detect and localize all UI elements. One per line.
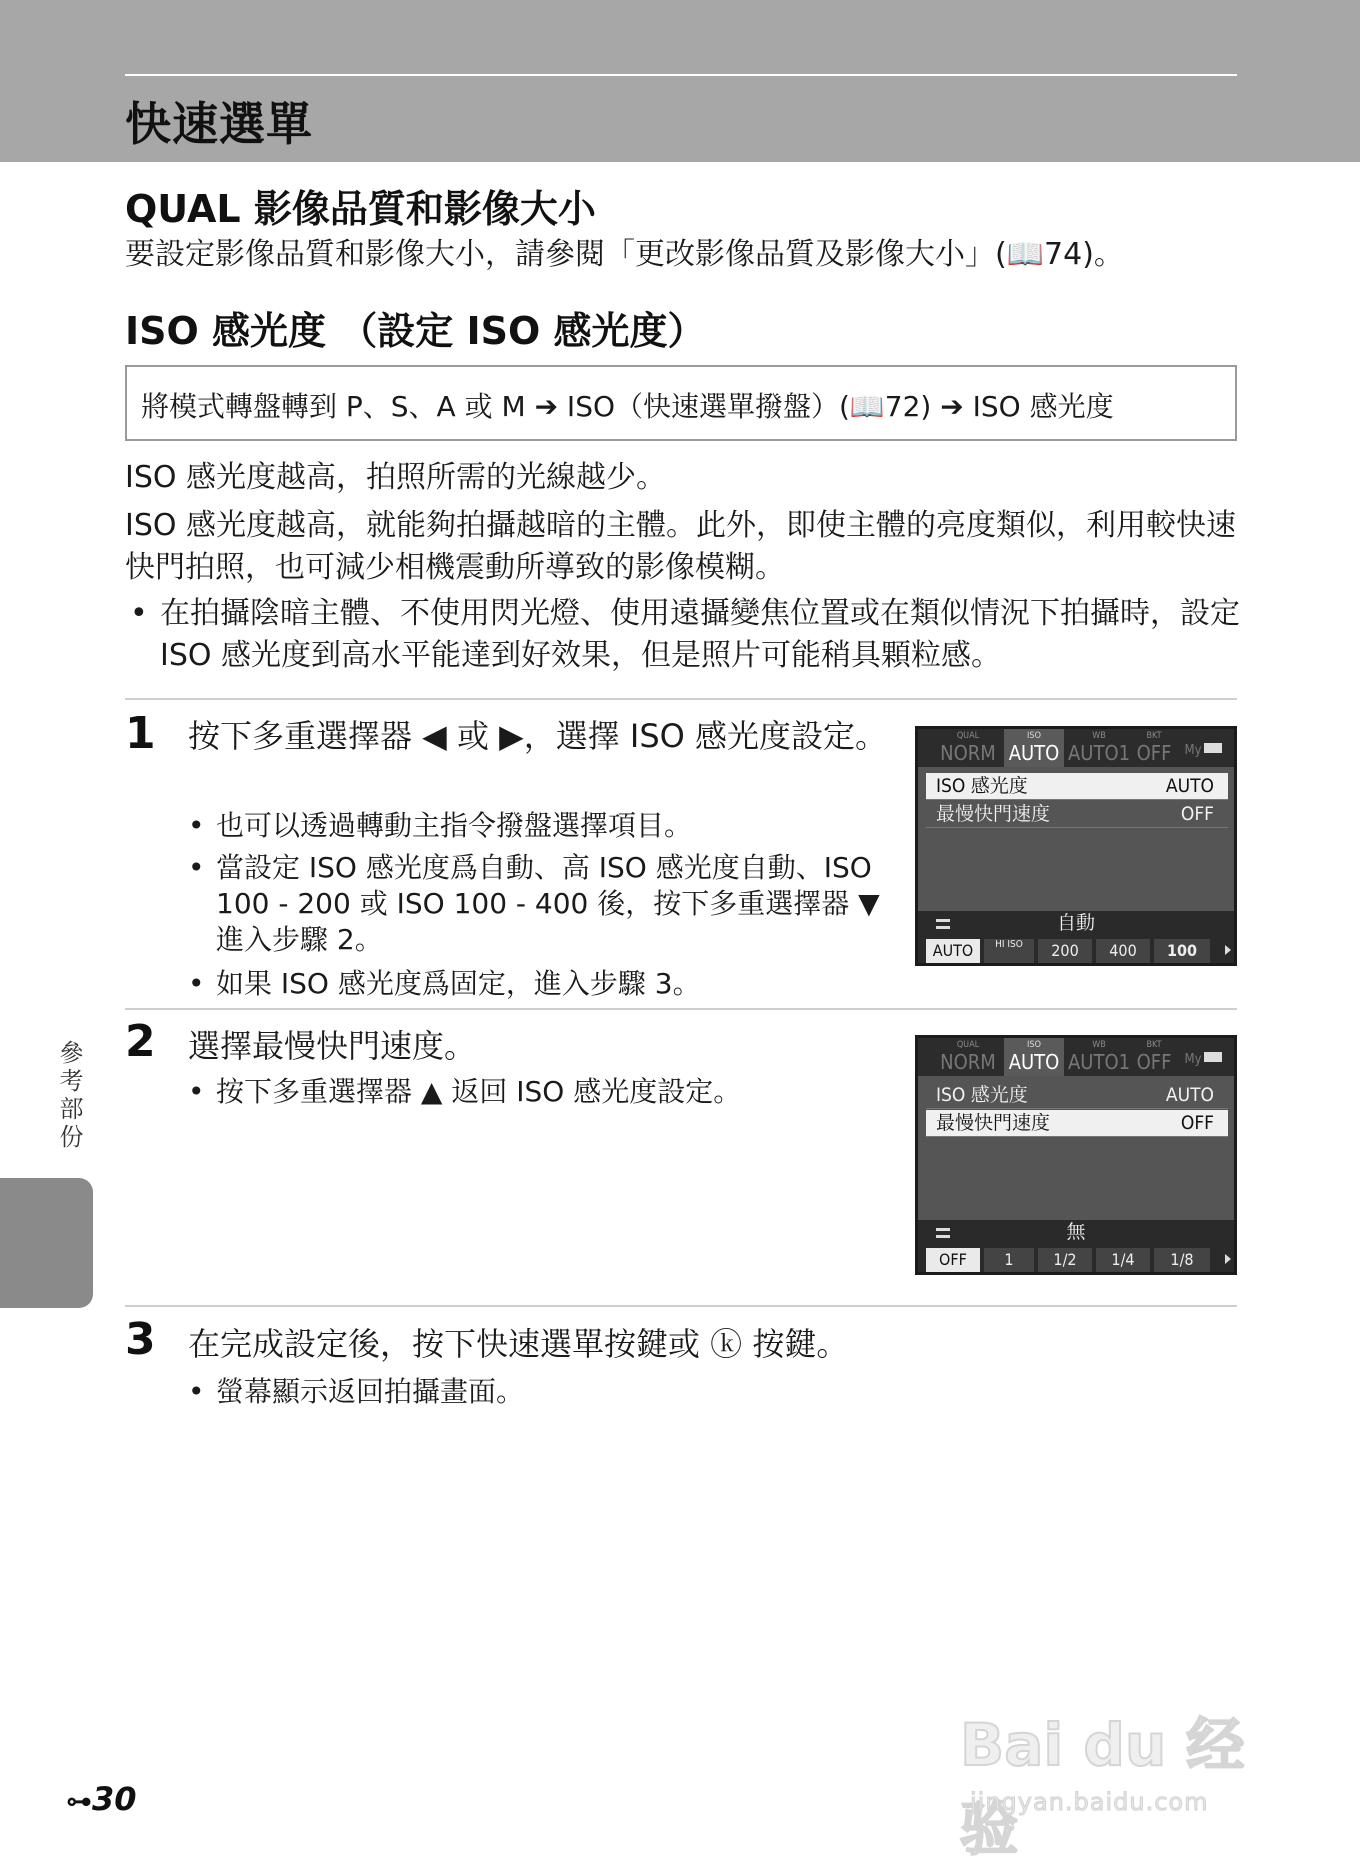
topbar-wb: WB AUTO1 <box>1068 731 1131 765</box>
section-title-qual: QUAL 影像品質和影像大小 <box>125 187 596 231</box>
option-1: 1 <box>984 1248 1034 1272</box>
step-1-bullet-2 <box>188 850 888 958</box>
step-2-bullet-1-text: 按下多重選擇器 ▲ 返回 ISO 感光度設定。 <box>216 1075 742 1108</box>
paragraph-1: ISO 感光度越高，拍照所需的光線越少。 <box>125 460 667 495</box>
divider <box>125 1008 1237 1010</box>
bullet-dot: • <box>188 1375 205 1408</box>
page-number-value: 30 <box>92 1780 137 1818</box>
watermark-main-text: Bai du 经验 <box>960 1711 1245 1863</box>
option-1-2: 1/2 <box>1038 1248 1092 1272</box>
note-bullet-text: 在拍攝陰暗主體、不使用閃光燈、使用遠攝變焦位置或在類似情況下拍攝時，設定 ISO 感光度到高水平能達到好效果，但是照片可能稍具顆粒感。 <box>160 596 1240 673</box>
option-off: OFF <box>926 1248 980 1272</box>
step-1-bullet-3 <box>188 966 888 1002</box>
screen-row-iso: ISO 感光度 AUTO <box>926 1082 1228 1109</box>
option-200: 200 <box>1038 939 1092 963</box>
topbar-iso: ISO AUTO <box>1004 729 1064 767</box>
section-text-qual: 要設定影像品質和影像大小，請參閱「更改影像品質及影像大小」(📖74)。 <box>125 237 1124 272</box>
watermark-sub-text: jingyan.baidu.com <box>970 1788 1209 1816</box>
topbar-qual: QUAL NORM <box>940 731 996 765</box>
note-bullet <box>130 593 1240 679</box>
step-3-number: 3 <box>125 1314 156 1365</box>
option-100: 100 <box>1154 939 1210 963</box>
screen-row-iso: ISO 感光度 AUTO <box>926 773 1228 800</box>
page-number <box>66 1780 137 1818</box>
divider <box>125 698 1237 700</box>
step-1-text: 按下多重選擇器 ◀ 或 ▶，選擇 ISO 感光度設定。 <box>188 717 888 755</box>
bullet-dot: • <box>188 1075 205 1108</box>
step-1-number: 1 <box>125 708 156 759</box>
step-1-bullet-2-text: 當設定 ISO 感光度爲自動、高 ISO 感光度自動、ISO 100 - 200 或 ISO 100 - 400 後，按下多重選擇器 ▼ 進入步驟 2。 <box>216 851 880 956</box>
step-3-bullet-1 <box>188 1374 888 1410</box>
option-1-4: 1/4 <box>1096 1248 1150 1272</box>
option-auto: AUTO <box>926 939 980 963</box>
topbar-wb: WB AUTO1 <box>1068 1040 1131 1074</box>
arrow-right-icon <box>1225 945 1231 955</box>
screen-row-shutter: 最慢快門速度 OFF <box>926 1110 1228 1137</box>
battery-icon <box>1204 743 1222 753</box>
divider <box>125 1305 1237 1307</box>
step-1-bullet-1-text: 也可以透過轉動主指令撥盤選擇項目。 <box>216 809 693 842</box>
topbar-iso: ISO AUTO <box>1004 1038 1064 1076</box>
side-section-label: 參考部份 <box>55 1040 83 1152</box>
section-title-iso: ISO 感光度 （設定 ISO 感光度） <box>125 309 706 353</box>
header-rule <box>125 74 1237 76</box>
option-400: 400 <box>1096 939 1150 963</box>
screen-topbar <box>918 1038 1234 1076</box>
bullet-dot: • <box>188 967 205 1000</box>
bullet-dot: • <box>188 851 205 884</box>
step-3-bullet-1-text: 螢幕顯示返回拍攝畫面。 <box>216 1375 525 1408</box>
side-tab <box>0 1178 93 1308</box>
step-2-bullet-1 <box>188 1074 888 1110</box>
screen-topbar <box>918 729 1234 767</box>
topbar-my-menu: My <box>1184 1052 1202 1067</box>
paragraph-2: ISO 感光度越高，就能夠拍攝越暗的主體。此外，即使主體的亮度類似，利用較快速快門拍照，也可減少相機震動所導致的影像模糊。 <box>125 508 1237 585</box>
bullet-dot: • <box>130 596 148 631</box>
reference-icon: ⊶ <box>66 1787 92 1817</box>
step-3-text: 在完成設定後，按下快速選單按鍵或 ⓚ 按鍵。 <box>188 1325 849 1363</box>
screen-row-shutter: 最慢快門速度 OFF <box>926 801 1228 828</box>
camera-screen-shutter <box>915 1035 1237 1275</box>
arrow-right-icon <box>1225 1254 1231 1264</box>
screen-bottom-label: 無 <box>1066 1221 1086 1243</box>
topbar-bkt: BKT OFF <box>1136 731 1172 765</box>
step-2-text: 選擇最慢快門速度。 <box>188 1027 477 1065</box>
baidu-watermark <box>960 1668 1290 1863</box>
screen-bottom-bar <box>918 1220 1234 1275</box>
step-1-bullet-1 <box>188 808 888 844</box>
option-1-8: 1/8 <box>1154 1248 1210 1272</box>
step-1-bullet-3-text: 如果 ISO 感光度爲固定，進入步驟 3。 <box>216 967 701 1000</box>
option-hi-iso: HI ISO <box>984 939 1034 963</box>
topbar-bkt: BKT OFF <box>1136 1040 1172 1074</box>
page-title: 快速選單 <box>125 97 313 151</box>
procedure-box: 將模式轉盤轉到 P、S、A 或 M ➔ ISO（快速選單撥盤）(📖72) ➔ ISO 感光度 <box>125 365 1237 441</box>
step-2-number: 2 <box>125 1016 156 1067</box>
screen-bottom-bar <box>918 911 1234 966</box>
screen-bottom-label: 自動 <box>1056 912 1095 934</box>
camera-screen-iso <box>915 726 1237 966</box>
bullet-dot: • <box>188 809 205 842</box>
battery-icon <box>1204 1052 1222 1062</box>
topbar-my-menu: My <box>1184 743 1202 758</box>
topbar-qual: QUAL NORM <box>940 1040 996 1074</box>
